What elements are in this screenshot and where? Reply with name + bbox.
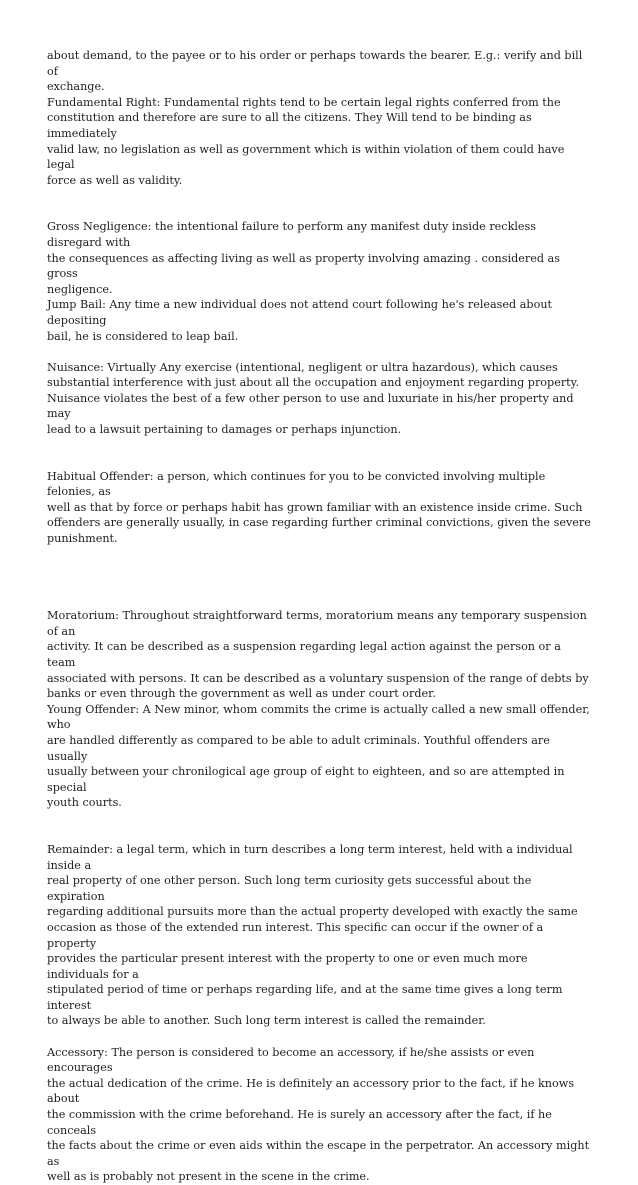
text-line: regarding additional pursuits more than the actual property developed with exactly the same	[47, 905, 578, 919]
text-line: the consequences as affecting living as well as property involving amazing . considered as gross	[47, 251, 560, 281]
text-line: punishment.	[47, 532, 118, 546]
spacer	[47, 438, 592, 469]
paragraph-jump-bail	[47, 297, 592, 344]
text-line: well as that by force or perhaps habit has grown familiar with an existence inside crime. Such	[47, 500, 583, 514]
spacer	[47, 188, 592, 219]
text-line: Habitual Offender: a person, which continues for you to be convicted involving multiple felonies, as	[47, 469, 546, 499]
text-line: force as well as validity.	[47, 173, 183, 187]
text-line: to always be able to another. Such long term interest is called the remainder.	[47, 1014, 486, 1028]
text-line: Nuisance violates the best of a few other person to use and luxuriate in his/her property and may	[47, 391, 574, 421]
text-line: substantial interference with just about all the occupation and enjoyment regarding property.	[47, 376, 580, 390]
spacer	[47, 547, 592, 593]
text-line: the commission with the crime beforehand. He is surely an accessory after the fact, if he conceals	[47, 1108, 552, 1137]
text-line: the facts about the crime or even aids within the escape in the perpetrator. An accessory might as	[47, 1139, 590, 1168]
text-line: well as is probably not present in the scene in the crime.	[47, 1170, 370, 1184]
text-line: real property of one other person. Such long term curiosity gets successful about the expiration	[47, 874, 532, 903]
spacer	[47, 811, 592, 842]
paragraph-nuisance	[47, 360, 592, 438]
text-line: valid law, no legislation as well as government which is within violation of them could have legal	[47, 142, 565, 172]
text-line: the actual dedication of the crime. He is definitely an accessory prior to the fact, if he knows about	[47, 1076, 575, 1106]
text-line: exchange.	[47, 80, 105, 94]
text-line: Moratorium: Throughout straightforward terms, moratorium means any temporary suspension of an	[47, 609, 587, 638]
text-line: occasion as those of the extended run interest. This specific can occur if the owner of a property	[47, 920, 544, 950]
paragraph-remainder	[47, 842, 592, 1029]
text-line: activity. It can be described as a suspension regarding legal action against the person or a team	[47, 640, 561, 669]
text-line: Accessory: The person is considered to become an accessory, if he/she assists or even encourages	[47, 1045, 535, 1075]
paragraph-fundamental-right	[47, 95, 592, 189]
text-line: Nuisance: Virtually Any exercise (intentional, negligent or ultra hazardous), which causes	[47, 360, 558, 374]
text-line: Remainder: a legal term, which in turn describes a long term interest, held with a individual inside a	[47, 842, 573, 872]
text-line: about demand, to the payee or to his order or perhaps towards the bearer. E.g.: verify and bill of	[47, 49, 583, 78]
text-line: Jump Bail: Any time a new individual does not attend court following he's released about depositing	[47, 298, 553, 327]
text-line: offenders are generally usually, in case regarding further criminal convictions, given the severe	[47, 516, 591, 530]
text-line: stipulated period of time or perhaps regarding life, and at the same time gives a long term interest	[47, 983, 563, 1012]
paragraph-accessory	[47, 1045, 592, 1185]
text-line: youth courts.	[47, 796, 122, 810]
paragraph-bill-of-exchange	[47, 48, 592, 95]
paragraph-habitual-offender	[47, 469, 592, 547]
paragraph-young-offender	[47, 702, 592, 811]
text-line: usually between your chronilogical age group of eight to eighteen, and so are attempted in special	[47, 765, 565, 794]
text-line: Fundamental Right: Fundamental rights tend to be certain legal rights conferred from the	[47, 95, 561, 109]
text-line: are handled differently as compared to be able to adult criminals. Youthful offenders are usually	[47, 733, 550, 763]
text-line: negligence.	[47, 282, 113, 296]
text-line: provides the particular present interest with the property to one or even much more individuals for a	[47, 952, 528, 981]
paragraph-gross-negligence	[47, 219, 592, 297]
text-line: bail, he is considered to leap bail.	[47, 329, 239, 343]
spacer	[47, 1029, 592, 1045]
text-line: associated with persons. It can be described as a voluntary suspension of the range of debts by	[47, 671, 589, 685]
text-line: constitution and therefore are sure to all the citizens. They Will tend to be binding as immediately	[47, 111, 532, 140]
spacer	[47, 344, 592, 360]
text-line: Gross Negligence: the intentional failure to perform any manifest duty inside reckless disregard with	[47, 220, 537, 249]
text-line: lead to a lawsuit pertaining to damages or perhaps injunction.	[47, 423, 402, 437]
text-line: banks or even through the government as well as under court order.	[47, 687, 436, 701]
paragraph-moratorium	[47, 608, 592, 702]
spacer	[47, 593, 592, 609]
text-line: Young Offender: A New minor, whom commits the crime is actually called a new small offender, who	[47, 702, 590, 732]
